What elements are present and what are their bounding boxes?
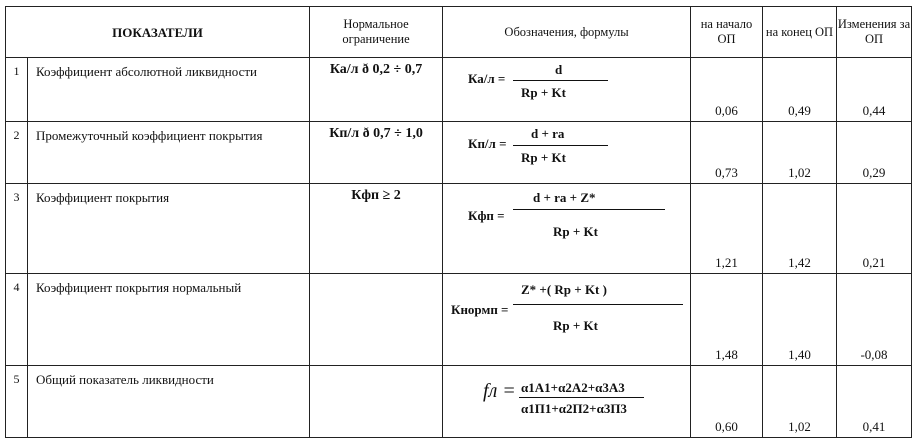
header-indicators: ПОКАЗАТЕЛИ (6, 7, 310, 58)
value-end: 1,42 (763, 184, 837, 274)
fraction-line (513, 145, 608, 146)
formula-lhs: Кп/л = (468, 136, 507, 151)
indicator-name: Промежуточный коэффициент покрытия (28, 122, 310, 184)
liquidity-table (5, 6, 912, 438)
formula-numerator: d (555, 62, 563, 77)
formula-denominator: Rp + Kt (521, 85, 566, 100)
indicator-name: Коэффициент покрытия (28, 184, 310, 274)
formula-denominator: Rp + Kt (553, 318, 598, 333)
formula-numerator: Z* +( Rp + Kt ) (521, 282, 607, 297)
formula-denominator: α1П1+α2П2+α3П3 (521, 401, 627, 416)
row-number: 1 (6, 58, 28, 122)
formula-lhs: Кфп = (468, 208, 505, 223)
fraction-line (513, 80, 608, 81)
value-change: 0,21 (837, 184, 912, 274)
formula-numerator: d + ra + Z* (533, 190, 596, 205)
formula-denominator: Rp + Kt (521, 150, 566, 165)
value-end: 1,02 (763, 122, 837, 184)
indicator-name: Коэффициент абсолютной ликвидности (28, 58, 310, 122)
header-notation: Обозначения, формулы (443, 7, 691, 58)
value-change: 0,29 (837, 122, 912, 184)
value-start: 1,21 (691, 184, 763, 274)
header-normal-constraint: Нормальное ограничение (310, 7, 443, 58)
fraction-line (519, 397, 644, 398)
table-row (6, 366, 912, 438)
normal-constraint (310, 274, 443, 366)
formula-cell (443, 58, 691, 122)
value-change: 0,44 (837, 58, 912, 122)
indicator-name: Общий показатель ликвидности (28, 366, 310, 438)
formula-lhs: Кнормп = (451, 302, 509, 317)
table-row (6, 274, 912, 366)
value-start: 1,48 (691, 274, 763, 366)
value-end: 1,02 (763, 366, 837, 438)
formula-lhs: Ка/л = (468, 71, 506, 86)
header-row (6, 7, 912, 58)
indicator-name: Коэффициент покрытия нормальный (28, 274, 310, 366)
formula-lhs: fл = (483, 380, 516, 402)
row-number: 2 (6, 122, 28, 184)
row-number: 5 (6, 366, 28, 438)
value-change: 0,41 (837, 366, 912, 438)
value-start: 0,60 (691, 366, 763, 438)
formula-cell (443, 122, 691, 184)
header-start: на начало ОП (691, 7, 763, 58)
value-end: 0,49 (763, 58, 837, 122)
value-end: 1,40 (763, 274, 837, 366)
normal-constraint: Кп/л ð 0,7 ÷ 1,0 (310, 122, 443, 184)
normal-constraint: Ка/л ð 0,2 ÷ 0,7 (310, 58, 443, 122)
row-number: 4 (6, 274, 28, 366)
header-change: Изменения за ОП (837, 7, 912, 58)
formula-cell (443, 274, 691, 366)
value-change: -0,08 (837, 274, 912, 366)
formula-numerator: α1A1+α2A2+α3A3 (521, 380, 625, 395)
value-start: 0,73 (691, 122, 763, 184)
table-row (6, 122, 912, 184)
formula-cell (443, 184, 691, 274)
formula-cell (443, 366, 691, 438)
formula-numerator: d + ra (531, 126, 565, 141)
fraction-line (513, 304, 683, 305)
table-row (6, 184, 912, 274)
normal-constraint: Кфп ≥ 2 (310, 184, 443, 274)
row-number: 3 (6, 184, 28, 274)
normal-constraint (310, 366, 443, 438)
formula-denominator: Rp + Kt (553, 224, 598, 239)
header-end: на конец ОП (763, 7, 837, 58)
fraction-line (513, 209, 665, 210)
value-start: 0,06 (691, 58, 763, 122)
table-row (6, 58, 912, 122)
